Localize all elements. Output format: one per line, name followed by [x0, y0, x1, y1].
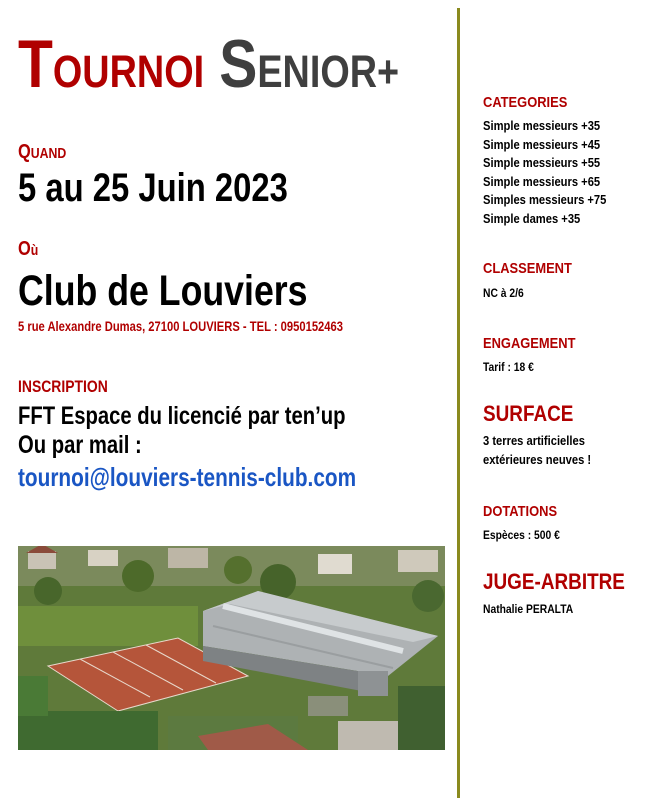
category-item: Simple dames +35: [483, 210, 581, 226]
title-word1-initial: T: [18, 26, 53, 102]
club-address: 5 rue Alexandre Dumas, 27100 LOUVIERS - TEL : 0950152463: [18, 318, 343, 334]
club-aerial-photo: [18, 546, 445, 750]
classement-value: NC à 2/6: [483, 286, 524, 300]
inscription-label: INSCRIPTION: [18, 377, 108, 396]
engagement-value: Tarif : 18 €: [483, 360, 534, 374]
when-label: QUAND: [18, 141, 67, 163]
dotations-value: Espèces : 500 €: [483, 528, 560, 542]
engagement-heading: ENGAGEMENT: [483, 335, 576, 352]
contact-email-link[interactable]: tournoi@louviers-tennis-club.com: [18, 462, 357, 492]
category-item: Simple messieurs +35: [483, 118, 601, 133]
club-name: Club de Louviers: [18, 267, 308, 315]
classement-heading: CLASSEMENT: [483, 260, 572, 277]
where-label: Où: [18, 238, 39, 260]
category-item: Simple messieurs +45: [483, 136, 601, 152]
categories-heading: CATEGORIES: [483, 94, 568, 111]
category-item: Simple messieurs +55: [483, 155, 601, 170]
juge-arbitre-name: Nathalie PERALTA: [483, 602, 574, 616]
surface-value: 3 terres artificielles extérieures neuves !: [483, 433, 592, 467]
inscription-mail-intro: Ou par mail :: [18, 431, 142, 459]
categories-list: [483, 117, 626, 228]
title-word2-rest: ENIOR+: [257, 46, 400, 97]
surface-heading: SURFACE: [483, 401, 574, 426]
category-item: Simple messieurs +65: [483, 173, 601, 189]
tournament-dates: 5 au 25 Juin 2023: [18, 166, 288, 210]
juge-arbitre-heading: JUGE-ARBITRE: [483, 569, 625, 594]
dotations-heading: DOTATIONS: [483, 503, 558, 520]
vertical-divider: [457, 8, 460, 798]
title-word2-initial: S: [219, 26, 258, 102]
page-title: [18, 26, 472, 102]
category-item: Simples messieurs +75: [483, 192, 607, 207]
title-word1-rest: OURNOI: [52, 46, 205, 97]
inscription-platform: FFT Espace du licencié par ten’up: [18, 402, 346, 430]
